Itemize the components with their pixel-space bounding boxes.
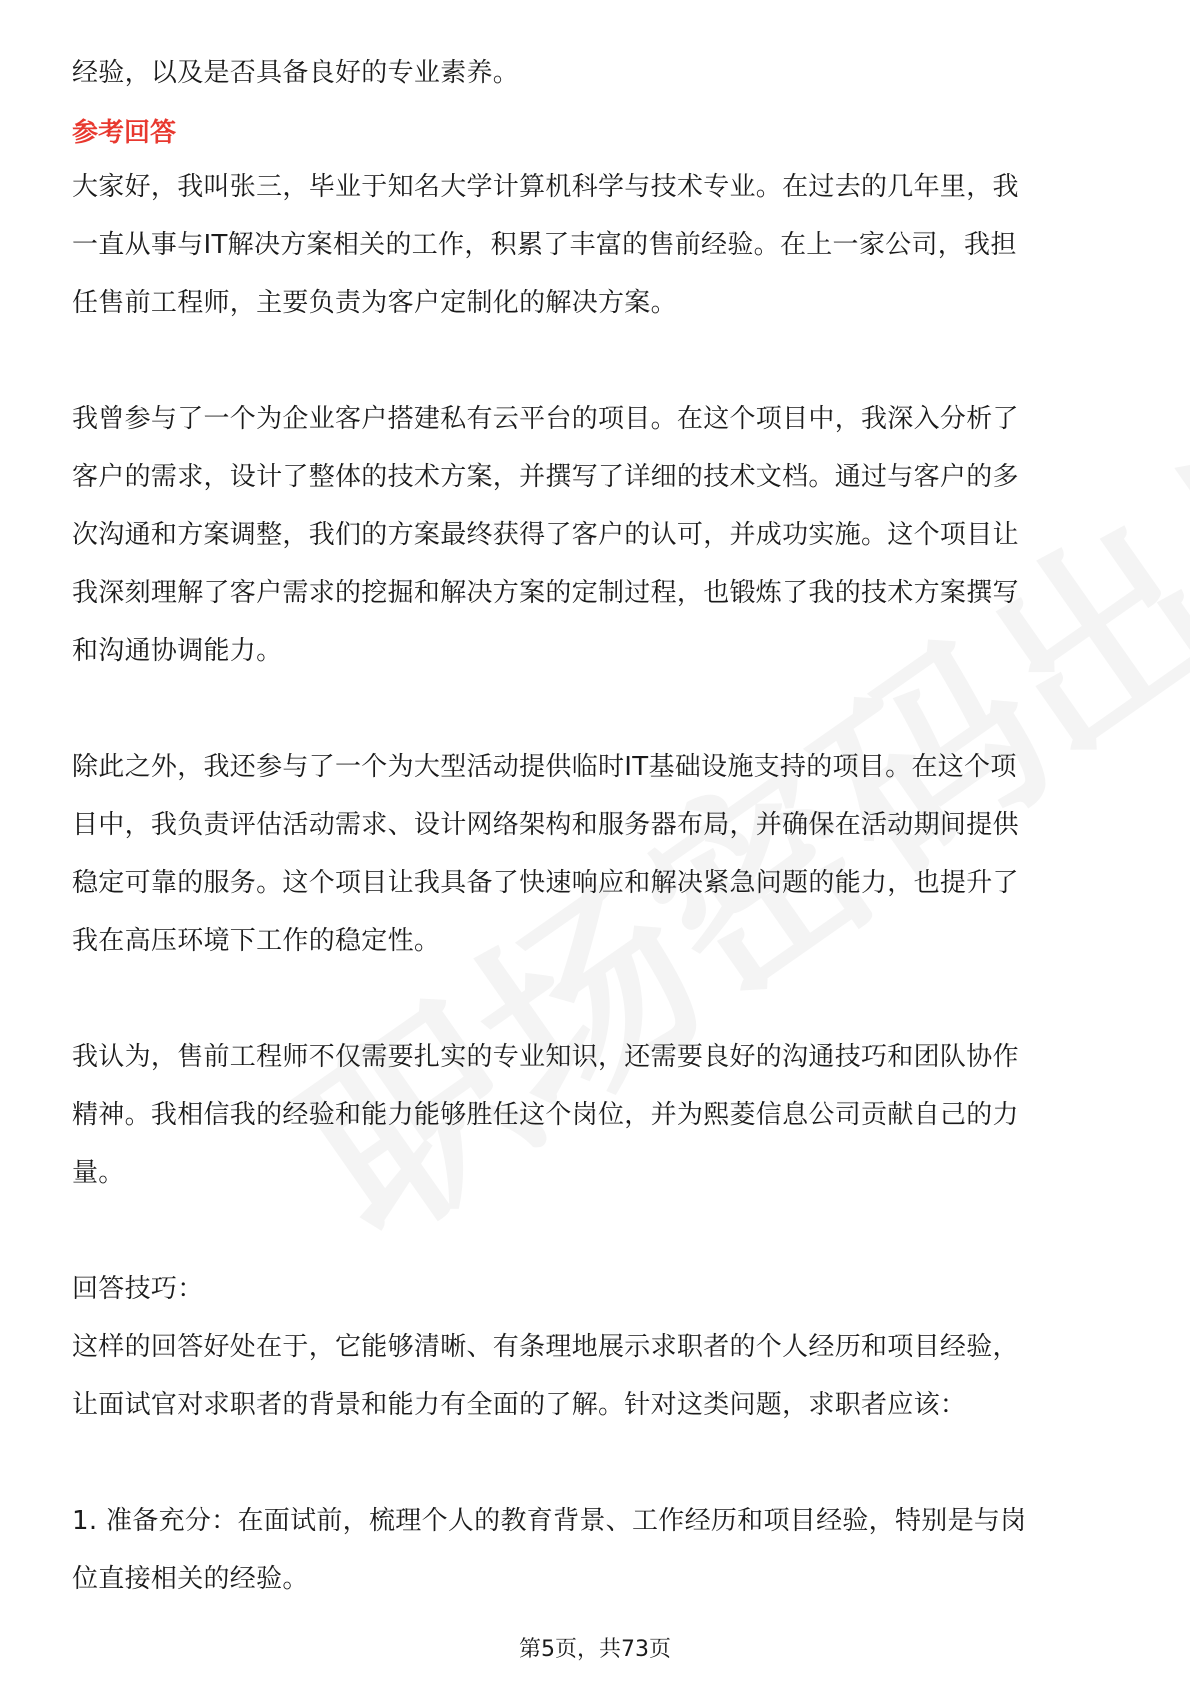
text-line: 我曾参与了一个为企业客户搭建私有云平台的项目。在这个项目中，我深入分析了 [72, 404, 1019, 434]
text-line: 量。 [72, 1158, 125, 1188]
page-number: 第5页，共73页 [519, 1637, 671, 1662]
text-line: 1. 准备充分：在面试前，梳理个人的教育背景、工作经历和项目经验，特别是与岗 [72, 1506, 1027, 1536]
text-line: 精神。我相信我的经验和能力能够胜任这个岗位，并为熙菱信息公司贡献自己的力 [72, 1100, 1019, 1130]
text-line: 客户的需求，设计了整体的技术方案，并撰写了详细的技术文档。通过与客户的多 [72, 462, 1019, 492]
text-line: 位直接相关的经验。 [72, 1564, 309, 1594]
text-line: 大家好，我叫张三，毕业于知名大学计算机科学与技术专业。在过去的几年里，我 [72, 172, 1019, 202]
paragraph-intro [72, 158, 1122, 332]
document-body [72, 44, 1122, 1608]
text-line: 任售前工程师，主要负责为客户定制化的解决方案。 [72, 288, 677, 318]
text-line: 我认为，售前工程师不仅需要扎实的专业知识，还需要良好的沟通技巧和团队协作 [72, 1042, 1019, 1072]
text-line: 目中，我负责评估活动需求、设计网络架构和服务器布局，并确保在活动期间提供 [72, 810, 1019, 840]
paragraph-tip-1 [72, 1492, 1122, 1608]
text-line: 让面试官对求职者的背景和能力有全面的了解。针对这类问题，求职者应该： [72, 1390, 967, 1420]
tips-title: 回答技巧： [72, 1274, 204, 1304]
text-line: 稳定可靠的服务。这个项目让我具备了快速响应和解决紧急问题的能力，也提升了 [72, 868, 1019, 898]
text-line: 次沟通和方案调整，我们的方案最终获得了客户的认可，并成功实施。这个项目让 [72, 520, 1019, 550]
text-line: 一直从事与IT解决方案相关的工作，积累了丰富的售前经验。在上一家公司，我担 [72, 230, 1017, 260]
paragraph-tips [72, 1318, 1122, 1434]
text-line: 经验，以及是否具备良好的专业素养。 [72, 58, 520, 88]
text-line: 除此之外，我还参与了一个为大型活动提供临时IT基础设施支持的项目。在这个项 [72, 752, 1017, 782]
paragraph-conclusion [72, 1028, 1122, 1202]
text-line: 这样的回答好处在于，它能够清晰、有条理地展示求职者的个人经历和项目经验， [72, 1332, 1019, 1362]
text-line: 和沟通协调能力。 [72, 636, 283, 666]
paragraph-project-1 [72, 390, 1122, 680]
text-line: 我在高压环境下工作的稳定性。 [72, 926, 441, 956]
text-line: 我深刻理解了客户需求的挖掘和解决方案的定制过程，也锻炼了我的技术方案撰写 [72, 578, 1019, 608]
section-heading: 参考回答 [72, 118, 177, 148]
paragraph-project-2 [72, 738, 1122, 970]
